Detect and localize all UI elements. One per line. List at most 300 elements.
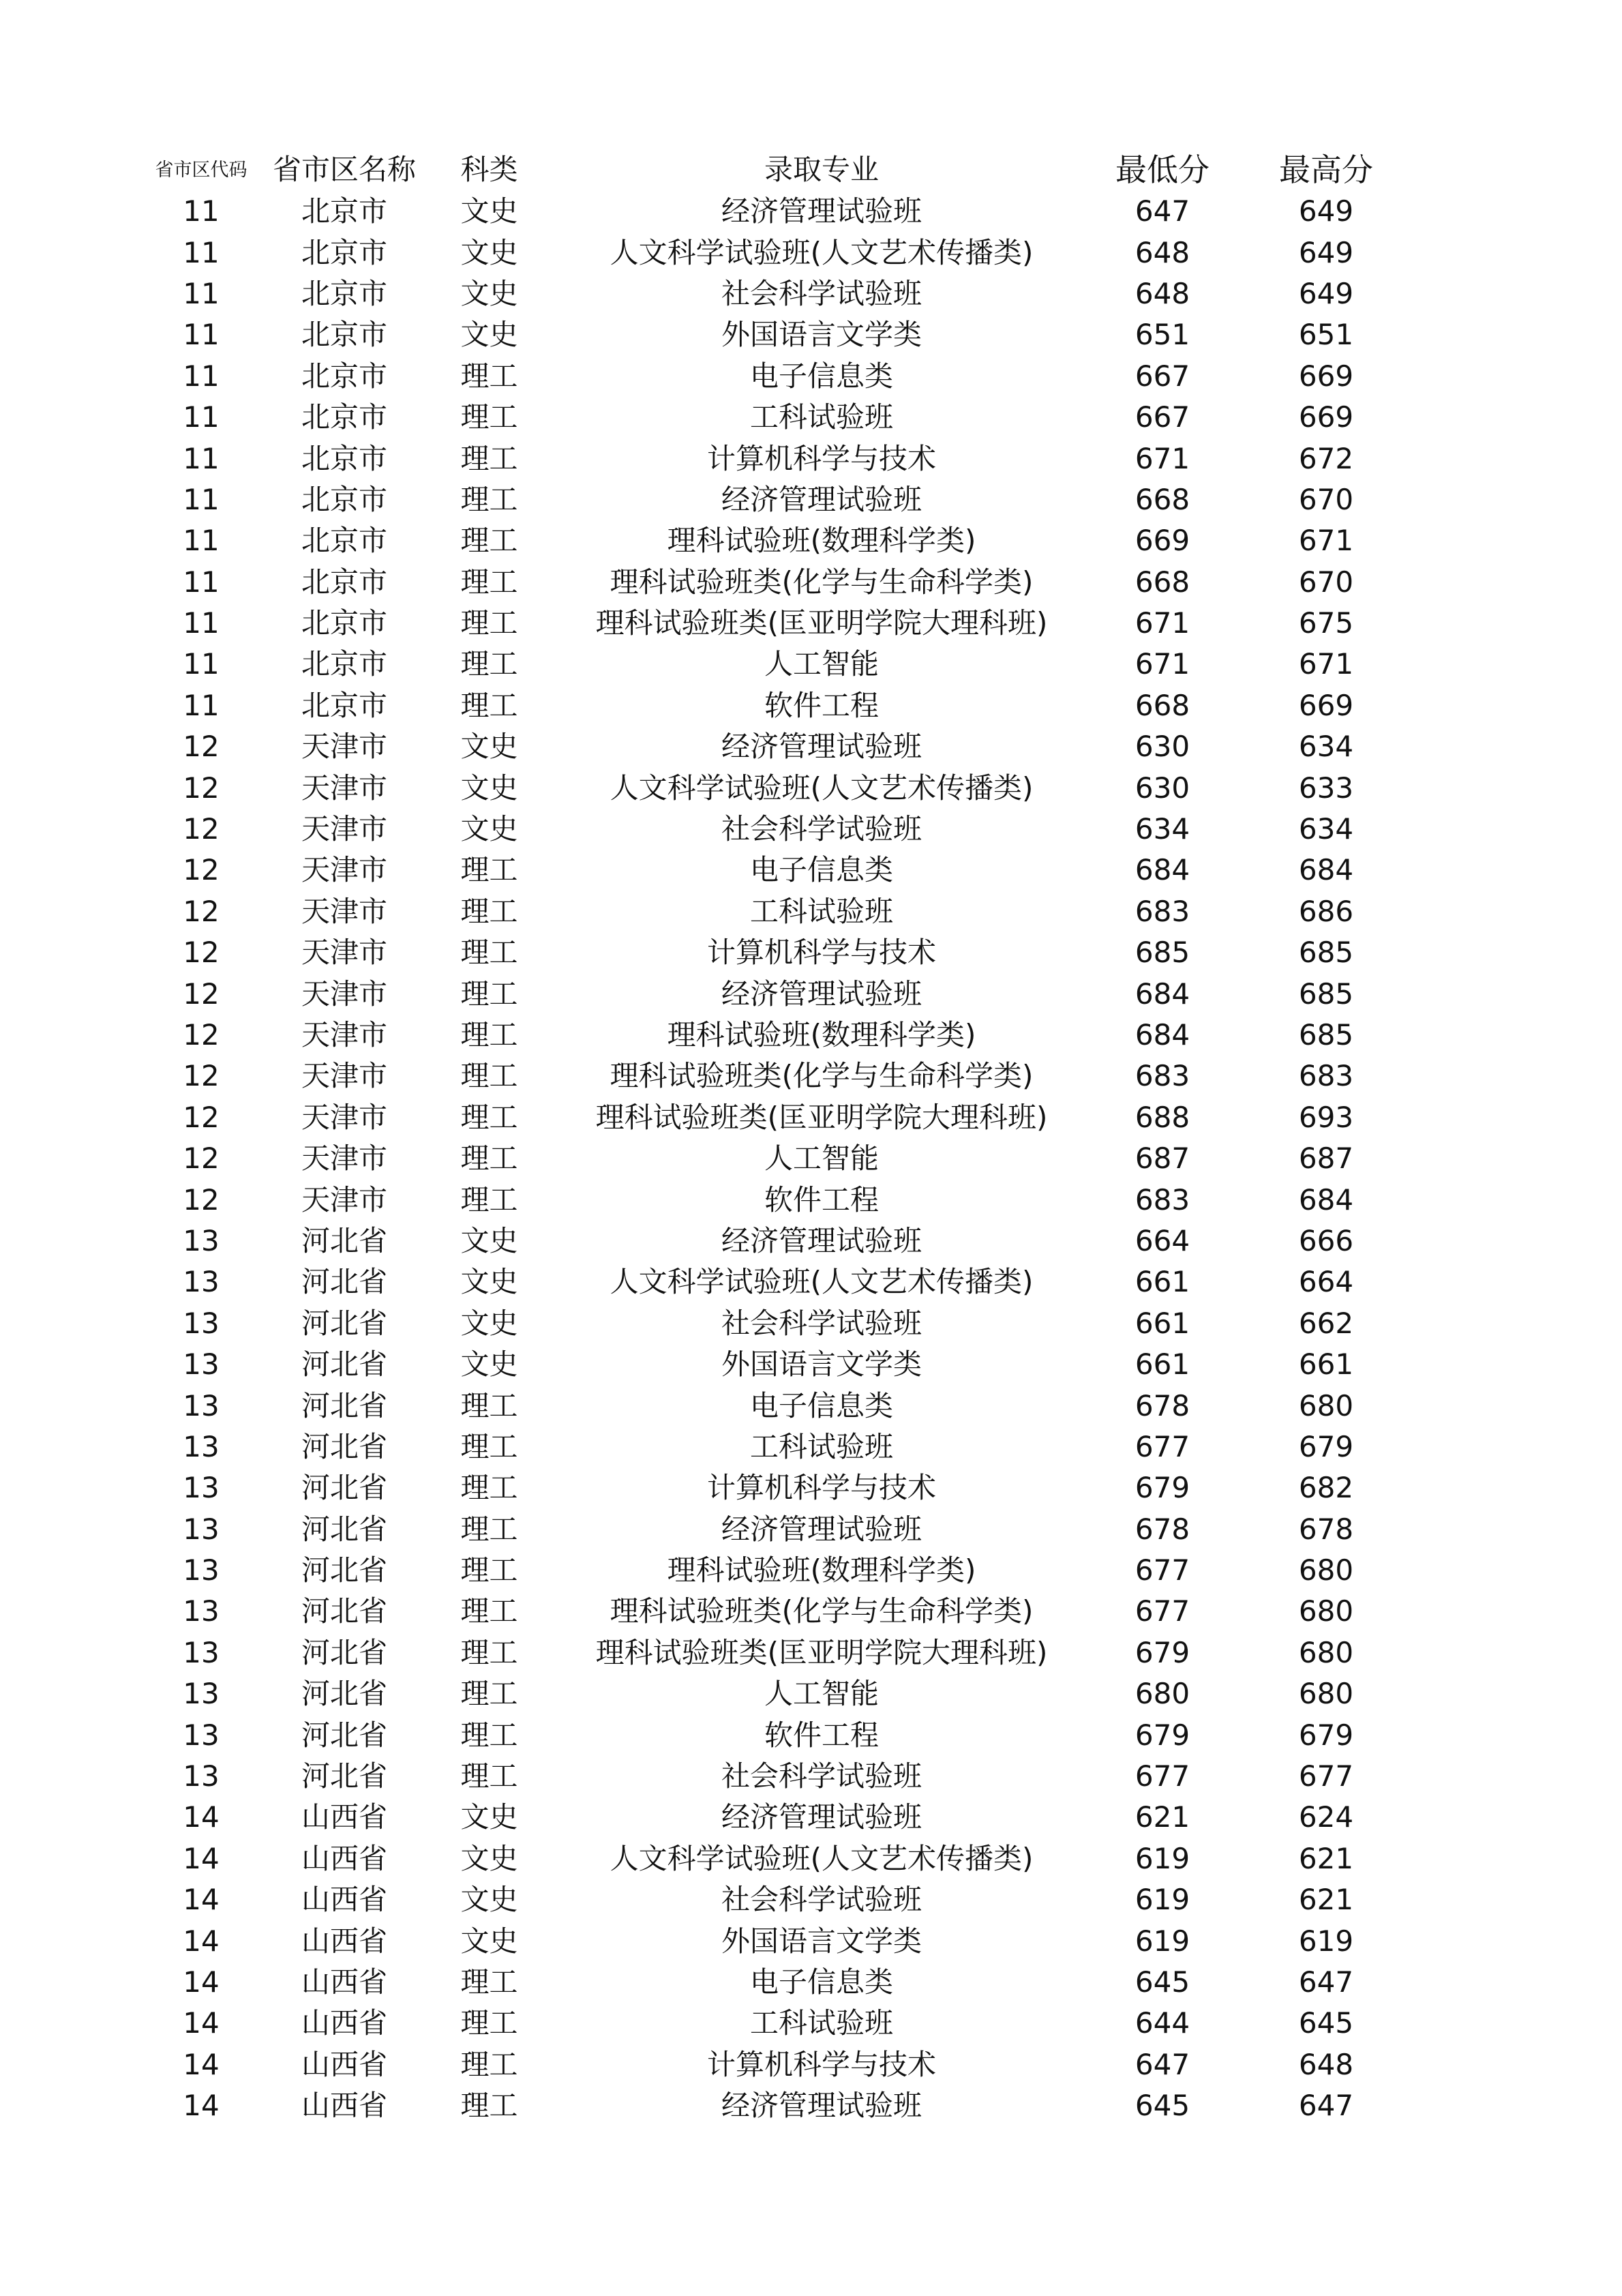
- cell-province-name: 山西省: [301, 1841, 387, 1875]
- cell-major: 电子信息类: [749, 853, 893, 887]
- cell-subject-type: 文史: [460, 1223, 518, 1257]
- cell-major: 社会科学试验班: [721, 812, 922, 846]
- cell-province-name: 天津市: [301, 1142, 387, 1176]
- cell-province-code: 13: [183, 1306, 220, 1340]
- table-row: [130, 1879, 1425, 1920]
- cell-major: 社会科学试验班: [721, 1759, 922, 1793]
- table-row: [130, 1962, 1425, 2003]
- cell-province-name: 河北省: [301, 1718, 387, 1752]
- cell-province-code: 12: [183, 853, 220, 887]
- table-row: [130, 1427, 1425, 1467]
- cell-major: 工科试验班: [749, 2006, 893, 2040]
- cell-min-score: 677: [1135, 1594, 1190, 1628]
- cell-max-score: 669: [1298, 688, 1354, 722]
- cell-province-code: 13: [183, 1759, 220, 1793]
- cell-province-name: 北京市: [301, 400, 387, 434]
- table-row: [130, 973, 1425, 1014]
- cell-major: 外国语言文学类: [721, 318, 922, 352]
- cell-max-score: 662: [1298, 1306, 1354, 1340]
- cell-major: 计算机科学与技术: [706, 1471, 936, 1505]
- cell-max-score: 669: [1298, 400, 1354, 434]
- cell-province-name: 北京市: [301, 482, 387, 516]
- table-row: [130, 1015, 1425, 1056]
- cell-province-code: 11: [183, 318, 220, 352]
- cell-major: 人文科学试验班(人文艺术传播类): [610, 235, 1034, 269]
- header-min-score: 最低分: [1115, 151, 1210, 188]
- cell-min-score: 668: [1135, 688, 1190, 722]
- cell-subject-type: 理工: [460, 1142, 518, 1176]
- cell-province-code: 11: [183, 524, 220, 558]
- cell-province-code: 11: [183, 565, 220, 599]
- cell-subject-type: 理工: [460, 1553, 518, 1587]
- cell-subject-type: 理工: [460, 1471, 518, 1505]
- cell-major: 经济管理试验班: [721, 482, 922, 516]
- cell-min-score: 671: [1135, 441, 1190, 475]
- table-row: [130, 2003, 1425, 2044]
- table-row: [130, 191, 1425, 232]
- table-row: [130, 1179, 1425, 1220]
- cell-province-name: 北京市: [301, 565, 387, 599]
- cell-province-name: 山西省: [301, 1800, 387, 1834]
- table-row: [130, 1714, 1425, 1755]
- cell-province-code: 13: [183, 1677, 220, 1711]
- cell-province-name: 河北省: [301, 1553, 387, 1587]
- header-type: 科类: [460, 153, 518, 186]
- cell-province-name: 北京市: [301, 606, 387, 640]
- table-row: [130, 1838, 1425, 1879]
- cell-min-score: 661: [1135, 1347, 1190, 1382]
- cell-province-name: 北京市: [301, 318, 387, 352]
- cell-min-score: 679: [1135, 1635, 1190, 1669]
- cell-province-name: 北京市: [301, 194, 387, 228]
- cell-max-score: 685: [1298, 1018, 1354, 1052]
- table-row: [130, 1756, 1425, 1797]
- table-row: [130, 1467, 1425, 1508]
- cell-major: 经济管理试验班: [721, 1512, 922, 1546]
- cell-province-code: 11: [183, 647, 220, 681]
- cell-subject-type: 理工: [460, 606, 518, 640]
- cell-subject-type: 文史: [460, 730, 518, 764]
- cell-province-code: 11: [183, 276, 220, 310]
- cell-min-score: 671: [1135, 606, 1190, 640]
- cell-province-name: 北京市: [301, 276, 387, 310]
- cell-subject-type: 理工: [460, 482, 518, 516]
- cell-province-code: 11: [183, 606, 220, 640]
- table-row: [130, 1262, 1425, 1302]
- table-row: [130, 2085, 1425, 2126]
- cell-major: 理科试验班类(匡亚明学院大理科班): [595, 1635, 1048, 1669]
- cell-min-score: 684: [1135, 976, 1190, 1011]
- table-row: [130, 850, 1425, 891]
- cell-max-score: 621: [1298, 1841, 1354, 1875]
- cell-max-score: 671: [1298, 524, 1354, 558]
- cell-max-score: 679: [1298, 1429, 1354, 1463]
- cell-province-code: 13: [183, 1553, 220, 1587]
- cell-max-score: 684: [1298, 1182, 1354, 1217]
- header-major: 录取专业: [764, 153, 879, 186]
- cell-subject-type: 理工: [460, 441, 518, 475]
- cell-max-score: 661: [1298, 1347, 1354, 1382]
- cell-subject-type: 理工: [460, 565, 518, 599]
- cell-min-score: 678: [1135, 1388, 1190, 1422]
- cell-province-code: 14: [183, 1800, 220, 1834]
- cell-subject-type: 理工: [460, 1512, 518, 1546]
- cell-min-score: 679: [1135, 1718, 1190, 1752]
- table-row: [130, 1303, 1425, 1344]
- admission-score-table: [130, 149, 1425, 2126]
- cell-max-score: 678: [1298, 1512, 1354, 1546]
- cell-major: 社会科学试验班: [721, 1883, 922, 1917]
- cell-max-score: 682: [1298, 1471, 1354, 1505]
- cell-min-score: 677: [1135, 1553, 1190, 1587]
- cell-subject-type: 文史: [460, 194, 518, 228]
- cell-min-score: 668: [1135, 565, 1190, 599]
- cell-min-score: 671: [1135, 647, 1190, 681]
- table-row: [130, 1385, 1425, 1426]
- cell-subject-type: 文史: [460, 235, 518, 269]
- cell-province-name: 天津市: [301, 894, 387, 928]
- cell-subject-type: 理工: [460, 894, 518, 928]
- cell-province-name: 天津市: [301, 853, 387, 887]
- cell-subject-type: 文史: [460, 1800, 518, 1834]
- cell-subject-type: 理工: [460, 1388, 518, 1422]
- cell-min-score: 680: [1135, 1677, 1190, 1711]
- cell-province-code: 12: [183, 1142, 220, 1176]
- cell-subject-type: 理工: [460, 1182, 518, 1217]
- cell-province-name: 天津市: [301, 1100, 387, 1134]
- cell-province-code: 13: [183, 1265, 220, 1299]
- cell-subject-type: 理工: [460, 1677, 518, 1711]
- cell-major: 经济管理试验班: [721, 194, 922, 228]
- cell-major: 电子信息类: [749, 1965, 893, 1999]
- cell-province-code: 12: [183, 936, 220, 970]
- cell-major: 计算机科学与技术: [706, 441, 936, 475]
- cell-subject-type: 理工: [460, 1429, 518, 1463]
- cell-province-name: 天津市: [301, 1059, 387, 1093]
- table-body: [130, 191, 1425, 2126]
- table-row: [130, 767, 1425, 808]
- cell-major: 外国语言文学类: [721, 1347, 922, 1382]
- cell-min-score: 684: [1135, 853, 1190, 887]
- cell-max-score: 621: [1298, 1883, 1354, 1917]
- cell-min-score: 644: [1135, 2006, 1190, 2040]
- cell-subject-type: 理工: [460, 2089, 518, 2123]
- cell-max-score: 647: [1298, 2089, 1354, 2123]
- cell-min-score: 634: [1135, 812, 1190, 846]
- cell-province-name: 天津市: [301, 1182, 387, 1217]
- cell-province-code: 11: [183, 688, 220, 722]
- cell-min-score: 647: [1135, 194, 1190, 228]
- cell-major: 理科试验班类(化学与生命科学类): [610, 1594, 1034, 1628]
- cell-province-code: 12: [183, 1059, 220, 1093]
- table-row: [130, 1056, 1425, 1097]
- cell-subject-type: 文史: [460, 318, 518, 352]
- table-row: [130, 603, 1425, 644]
- cell-province-code: 12: [183, 771, 220, 805]
- cell-max-score: 664: [1298, 1265, 1354, 1299]
- cell-province-name: 山西省: [301, 2006, 387, 2040]
- cell-max-score: 680: [1298, 1388, 1354, 1422]
- cell-province-code: 12: [183, 1182, 220, 1217]
- cell-province-name: 河北省: [301, 1306, 387, 1340]
- cell-major: 工科试验班: [749, 400, 893, 434]
- cell-major: 理科试验班(数理科学类): [667, 1553, 976, 1587]
- cell-province-name: 北京市: [301, 441, 387, 475]
- cell-max-score: 669: [1298, 359, 1354, 393]
- cell-max-score: 685: [1298, 976, 1354, 1011]
- cell-major: 社会科学试验班: [721, 1306, 922, 1340]
- cell-province-name: 天津市: [301, 812, 387, 846]
- cell-subject-type: 文史: [460, 771, 518, 805]
- table-row: [130, 1550, 1425, 1591]
- cell-province-name: 北京市: [301, 359, 387, 393]
- cell-province-code: 13: [183, 1512, 220, 1546]
- cell-province-name: 河北省: [301, 1677, 387, 1711]
- cell-major: 人文科学试验班(人文艺术传播类): [610, 1841, 1034, 1875]
- cell-min-score: 619: [1135, 1883, 1190, 1917]
- cell-major: 人文科学试验班(人文艺术传播类): [610, 1265, 1034, 1299]
- cell-province-code: 11: [183, 235, 220, 269]
- cell-min-score: 679: [1135, 1471, 1190, 1505]
- cell-subject-type: 理工: [460, 2047, 518, 2081]
- table-row: [130, 891, 1425, 932]
- cell-min-score: 661: [1135, 1265, 1190, 1299]
- cell-province-code: 11: [183, 359, 220, 393]
- table-row: [130, 397, 1425, 438]
- cell-major: 经济管理试验班: [721, 976, 922, 1011]
- cell-min-score: 619: [1135, 1841, 1190, 1875]
- table-row: [130, 314, 1425, 355]
- header-code: 省市区代码: [155, 159, 247, 181]
- cell-max-score: 670: [1298, 565, 1354, 599]
- cell-max-score: 647: [1298, 1965, 1354, 1999]
- cell-province-code: 13: [183, 1429, 220, 1463]
- cell-min-score: 687: [1135, 1142, 1190, 1176]
- cell-major: 经济管理试验班: [721, 1223, 922, 1257]
- cell-province-code: 12: [183, 730, 220, 764]
- cell-subject-type: 文史: [460, 276, 518, 310]
- cell-max-score: 666: [1298, 1223, 1354, 1257]
- table-row: [130, 479, 1425, 520]
- cell-min-score: 619: [1135, 1924, 1190, 1958]
- table-row: [130, 438, 1425, 479]
- cell-max-score: 649: [1298, 276, 1354, 310]
- cell-province-code: 11: [183, 482, 220, 516]
- cell-min-score: 648: [1135, 276, 1190, 310]
- cell-province-name: 河北省: [301, 1594, 387, 1628]
- cell-province-code: 14: [183, 2089, 220, 2123]
- table-row: [130, 1632, 1425, 1673]
- cell-min-score: 621: [1135, 1800, 1190, 1834]
- cell-max-score: 649: [1298, 235, 1354, 269]
- cell-min-score: 667: [1135, 359, 1190, 393]
- cell-province-code: 14: [183, 1841, 220, 1875]
- cell-major: 软件工程: [764, 688, 879, 722]
- cell-province-name: 北京市: [301, 688, 387, 722]
- table-row: [130, 726, 1425, 767]
- table-row: [130, 644, 1425, 685]
- header-max-score: 最高分: [1279, 151, 1373, 188]
- cell-min-score: 630: [1135, 730, 1190, 764]
- cell-province-name: 天津市: [301, 1018, 387, 1052]
- cell-major: 经济管理试验班: [721, 2089, 922, 2123]
- cell-province-name: 河北省: [301, 1429, 387, 1463]
- cell-subject-type: 文史: [460, 1306, 518, 1340]
- cell-province-code: 13: [183, 1223, 220, 1257]
- cell-province-code: 12: [183, 1018, 220, 1052]
- cell-subject-type: 理工: [460, 1759, 518, 1793]
- cell-subject-type: 理工: [460, 1018, 518, 1052]
- cell-province-name: 山西省: [301, 1924, 387, 1958]
- cell-max-score: 680: [1298, 1553, 1354, 1587]
- cell-province-code: 12: [183, 976, 220, 1011]
- cell-major: 工科试验班: [749, 1429, 893, 1463]
- cell-major: 经济管理试验班: [721, 1800, 922, 1834]
- cell-province-name: 北京市: [301, 647, 387, 681]
- cell-subject-type: 文史: [460, 1924, 518, 1958]
- cell-province-code: 14: [183, 1883, 220, 1917]
- cell-min-score: 651: [1135, 318, 1190, 352]
- cell-max-score: 675: [1298, 606, 1354, 640]
- cell-province-code: 11: [183, 400, 220, 434]
- cell-min-score: 647: [1135, 2047, 1190, 2081]
- cell-max-score: 649: [1298, 194, 1354, 228]
- cell-max-score: 683: [1298, 1059, 1354, 1093]
- cell-max-score: 680: [1298, 1677, 1354, 1711]
- cell-province-name: 山西省: [301, 1965, 387, 1999]
- cell-subject-type: 文史: [460, 812, 518, 846]
- cell-province-name: 北京市: [301, 235, 387, 269]
- cell-min-score: 667: [1135, 400, 1190, 434]
- table-row: [130, 356, 1425, 397]
- cell-max-score: 633: [1298, 771, 1354, 805]
- cell-min-score: 688: [1135, 1100, 1190, 1134]
- cell-max-score: 651: [1298, 318, 1354, 352]
- cell-major: 社会科学试验班: [721, 276, 922, 310]
- cell-province-code: 14: [183, 1924, 220, 1958]
- cell-province-code: 13: [183, 1388, 220, 1422]
- cell-province-code: 14: [183, 2006, 220, 2040]
- table-row: [130, 809, 1425, 850]
- cell-max-score: 680: [1298, 1635, 1354, 1669]
- cell-max-score: 670: [1298, 482, 1354, 516]
- cell-province-name: 河北省: [301, 1388, 387, 1422]
- cell-max-score: 679: [1298, 1718, 1354, 1752]
- cell-min-score: 648: [1135, 235, 1190, 269]
- cell-province-name: 河北省: [301, 1265, 387, 1299]
- cell-max-score: 634: [1298, 730, 1354, 764]
- cell-province-name: 北京市: [301, 524, 387, 558]
- cell-province-name: 天津市: [301, 936, 387, 970]
- cell-max-score: 671: [1298, 647, 1354, 681]
- cell-max-score: 648: [1298, 2047, 1354, 2081]
- table-row: [130, 932, 1425, 973]
- table-header-row: [130, 149, 1425, 191]
- table-row: [130, 1509, 1425, 1550]
- cell-min-score: 664: [1135, 1223, 1190, 1257]
- cell-subject-type: 理工: [460, 853, 518, 887]
- cell-max-score: 645: [1298, 2006, 1354, 2040]
- cell-major: 电子信息类: [749, 359, 893, 393]
- cell-major: 人工智能: [764, 1677, 879, 1711]
- cell-major: 软件工程: [764, 1718, 879, 1752]
- cell-min-score: 678: [1135, 1512, 1190, 1546]
- cell-max-score: 680: [1298, 1594, 1354, 1628]
- cell-province-name: 山西省: [301, 1883, 387, 1917]
- cell-min-score: 677: [1135, 1759, 1190, 1793]
- cell-max-score: 619: [1298, 1924, 1354, 1958]
- cell-subject-type: 理工: [460, 936, 518, 970]
- table-row: [130, 562, 1425, 603]
- cell-max-score: 672: [1298, 441, 1354, 475]
- cell-subject-type: 文史: [460, 1841, 518, 1875]
- cell-min-score: 683: [1135, 1059, 1190, 1093]
- cell-max-score: 685: [1298, 936, 1354, 970]
- table-row: [130, 273, 1425, 314]
- cell-max-score: 693: [1298, 1100, 1354, 1134]
- cell-subject-type: 理工: [460, 976, 518, 1011]
- cell-province-name: 天津市: [301, 771, 387, 805]
- cell-max-score: 687: [1298, 1142, 1354, 1176]
- cell-min-score: 669: [1135, 524, 1190, 558]
- cell-major: 经济管理试验班: [721, 730, 922, 764]
- table-row: [130, 1673, 1425, 1714]
- cell-max-score: 634: [1298, 812, 1354, 846]
- cell-major: 外国语言文学类: [721, 1924, 922, 1958]
- cell-subject-type: 理工: [460, 359, 518, 393]
- cell-major: 人工智能: [764, 647, 879, 681]
- cell-major: 电子信息类: [749, 1388, 893, 1422]
- cell-province-code: 13: [183, 1718, 220, 1752]
- cell-major: 人工智能: [764, 1142, 879, 1176]
- cell-province-code: 13: [183, 1471, 220, 1505]
- table-row: [130, 1097, 1425, 1138]
- cell-subject-type: 理工: [460, 524, 518, 558]
- cell-major: 计算机科学与技术: [706, 2047, 936, 2081]
- cell-subject-type: 理工: [460, 400, 518, 434]
- cell-subject-type: 理工: [460, 688, 518, 722]
- cell-province-name: 河北省: [301, 1347, 387, 1382]
- table-row: [130, 1797, 1425, 1838]
- cell-major: 工科试验班: [749, 894, 893, 928]
- cell-province-code: 12: [183, 894, 220, 928]
- cell-province-name: 山西省: [301, 2089, 387, 2123]
- cell-province-code: 11: [183, 441, 220, 475]
- cell-province-code: 13: [183, 1347, 220, 1382]
- cell-province-code: 13: [183, 1635, 220, 1669]
- cell-major: 人文科学试验班(人文艺术传播类): [610, 771, 1034, 805]
- cell-subject-type: 理工: [460, 1965, 518, 1999]
- cell-subject-type: 理工: [460, 1718, 518, 1752]
- cell-major: 计算机科学与技术: [706, 936, 936, 970]
- cell-max-score: 677: [1298, 1759, 1354, 1793]
- cell-province-name: 天津市: [301, 730, 387, 764]
- table-row: [130, 685, 1425, 726]
- cell-major: 理科试验班(数理科学类): [667, 524, 976, 558]
- cell-min-score: 630: [1135, 771, 1190, 805]
- cell-subject-type: 文史: [460, 1347, 518, 1382]
- cell-province-code: 14: [183, 2047, 220, 2081]
- cell-min-score: 684: [1135, 1018, 1190, 1052]
- cell-province-code: 11: [183, 194, 220, 228]
- table-row: [130, 2044, 1425, 2085]
- cell-subject-type: 文史: [460, 1265, 518, 1299]
- table-row: [130, 1920, 1425, 1961]
- cell-max-score: 686: [1298, 894, 1354, 928]
- table-row: [130, 1221, 1425, 1262]
- cell-province-code: 13: [183, 1594, 220, 1628]
- cell-min-score: 683: [1135, 1182, 1190, 1217]
